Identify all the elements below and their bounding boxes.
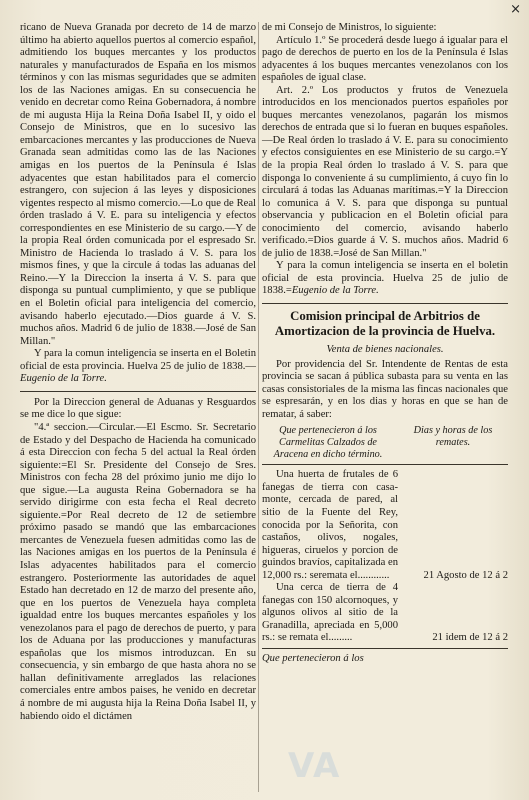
list-item-text: Una huerta de frutales de 6 fanegas de tierra con casa-monte, cercada de pared, al sitio de la Fuente del Rey, conocida por la Señorita, con castaños, olivos, nogales, higueras, ciruelos y porcion de guindos bravíos, capitalizada en 12,000 rs.: seremata el............ [262,469,398,581]
left-paragraph-1: ricano de Nueva Granada por decreto de 14 de marzo último ha abierto aquellos puertos al comercio español, admitiendo los buques mercantes y los productos naturales y manufacturados de España en los mismos términos y con las mismas seguridades que se admiten los de las Naciones amigas. En su consecuencia he venido en decretar como Reina Gobernadora, á nombre de mi augusta Hija la Reina Doña Isabel II, y oido el Consejo de Ministros, que en lo sucesivo las embarcaciones mercantes y las producciones de Nueva Granada sean admitidas como las de las Naciones amigas en los puertos de la Península é Islas adyacentes que estan habilitados para el comercio estrangero, con sujecion á las leyes y disposiciones vigentes respecto al mismo comercio.—Lo que de Real órden traslado á V. E. para su inteligencia y efectos correspondientes en ese Ministerio de su cargo.—Y de la propia Real órden comunicada por el espresado Sr. Ministro de Hacienda lo traslado á V. S. para los mismos fines, y que la circule á todas las aduanas del Reino.—Y la Direccion la inserta á V. S. para que disponga su puntual cumplimiento, y que se publique en el Boletin oficial para inteligencia del comercio, avisando haberlo ejecutado.—Dios guarde á V. S. muchos años. Madrid 6 de julio de 1838.—José de San Millan." [20,22,256,347]
right-paragraph-5: Por providencia del Sr. Intendente de Rentas de esta provincia se sacan á pública subasta para su venta en las casas consistoriales de la misma las fincas nacionales que se espresarán, y en los dias y horas en que se han de rematar, á saber: [262,358,508,420]
table-rule [262,464,508,465]
left-paragraph-2-text: Y para la comun inteligencia se inserta en el Boletin oficial de esta provincia. Huelva 25 de julio de 1838.— [20,348,256,372]
section-subheading: Venta de bienes nacionales. [326,344,444,356]
right-paragraph-2: Artículo 1.º Se procederá desde luego á igualar para el pago de derechos de puerto en los de la Península é Islas adyacentes á los buques mercantes venezolanos con los españoles de igual clase. [262,34,508,84]
table-header-dates: Dias y horas de los remates. [413,425,493,449]
list-item [262,582,508,645]
list-item-date: 21 idem de 12 á 2 [432,632,508,644]
section-rule-right [262,303,508,304]
watermark: VA [288,746,341,786]
left-paragraph-2 [20,348,256,386]
right-paragraph-3: Art. 2.º Los productos y frutos de Venezuela introducidos en los mencionados puertos españoles por buques mercantes venezolanos, pagarán los mismos derechos de entrada que si lo fueran en buques españoles.—De Real órden lo traslado á V. E. para su conocimiento y efectos consiguientes en ese Ministerio de su cargo.=Y de la propia Real órden lo traslado á V. S. para que disponga lo conveniente á su cumplimiento, á cuyo fin lo circulará á todas las Aduanas marítimas.=Y la Direccion lo comunica á V. S. para que disponga su puntual observancia y publicacion en el Boletin oficial para conocimiento del comercio, avisando haberlo verificado.=Dios guarde á V. S. muchos años. Madrid 6 de julio de 1838.=José de San Millan." [262,84,508,259]
list-item [262,469,508,582]
left-paragraph-4: "4.ª seccion.—Circular.—El Escmo. Sr. Secretario de Estado y del Despacho de Hacienda ha comunicado á esta Direccion con fecha 5 del actual la Real órden siguiente:=El Sr. Presidente del Consejo de Sres. Ministros con fecha 28 del próximo junio me dijo lo que sigue.—La augusta Reina Gobernadora se ha servido dirigirme con esta fecha el Real decreto siguiente.=Por Real decreto de 12 de setiembre próximo pasado se mandó que las embarcaciones mercantes de Venezuela fuesen admitidas como las de las Naciones amigas en los puertos de la Península é Islas adyacentes habilitados para el comercio estrangero. Posteriormente las autoridades de aquel Estado han decretado en 12 de marzo del presente año, que en los puertos de Venezuela haya completa igualdad entre los buques mercantes españoles y los venezolanos para el pago de derechos de puerto, y para los de Aduana por las producciones y manufacturas españolas que los mismos introduzcan. En su consecuencia, y sin embargo de que hasta ahora no se hallan definitivamente arreglados las relaciones comerciales entre ambos paises, he venido en decretar á nombre de mi augusta hija la Reina Doña Isabel II, y habiendo oido el dictámen [20,421,256,722]
footer-line: Que pertenecieron á los [262,652,364,664]
table-header-properties: Que pertenecieron á los Carmelitas Calzados de Aracena en dicho término. [273,425,383,461]
left-column [20,22,256,723]
right-signature: Eugenio de la Torre. [291,285,379,297]
list-item-text: Una cerca de tierra de 4 fanegas con 150 alcornoques, y algunos olivos al sitio de la Granadilla, apreciada en 5,000 rs.: se remata el......... [262,582,398,644]
table-header [262,425,508,461]
corner-mark: × [510,2,521,17]
right-paragraph-1: de mi Consejo de Ministros, lo siguiente: [262,22,437,33]
right-paragraph-4 [262,260,508,298]
section-rule [20,391,256,392]
section-heading: Comision principal de Arbitrios de Amortizacion de la provincia de Huelva. [274,309,496,339]
list-item-date: 21 Agosto de 12 á 2 [423,569,508,581]
right-column [262,22,508,666]
left-signature: Eugenio de la Torre. [20,373,107,385]
right-paragraph-4-text: Y para la comun inteligencia se inserta en el boletin oficial de esta provincia. Huelva 25 de julio de 1838.= [262,260,508,297]
left-paragraph-3: Por la Direccion general de Aduanas y Resguardos se me dice lo que sigue: [20,396,256,421]
table-rule-bottom [262,648,508,649]
column-divider [258,22,259,792]
